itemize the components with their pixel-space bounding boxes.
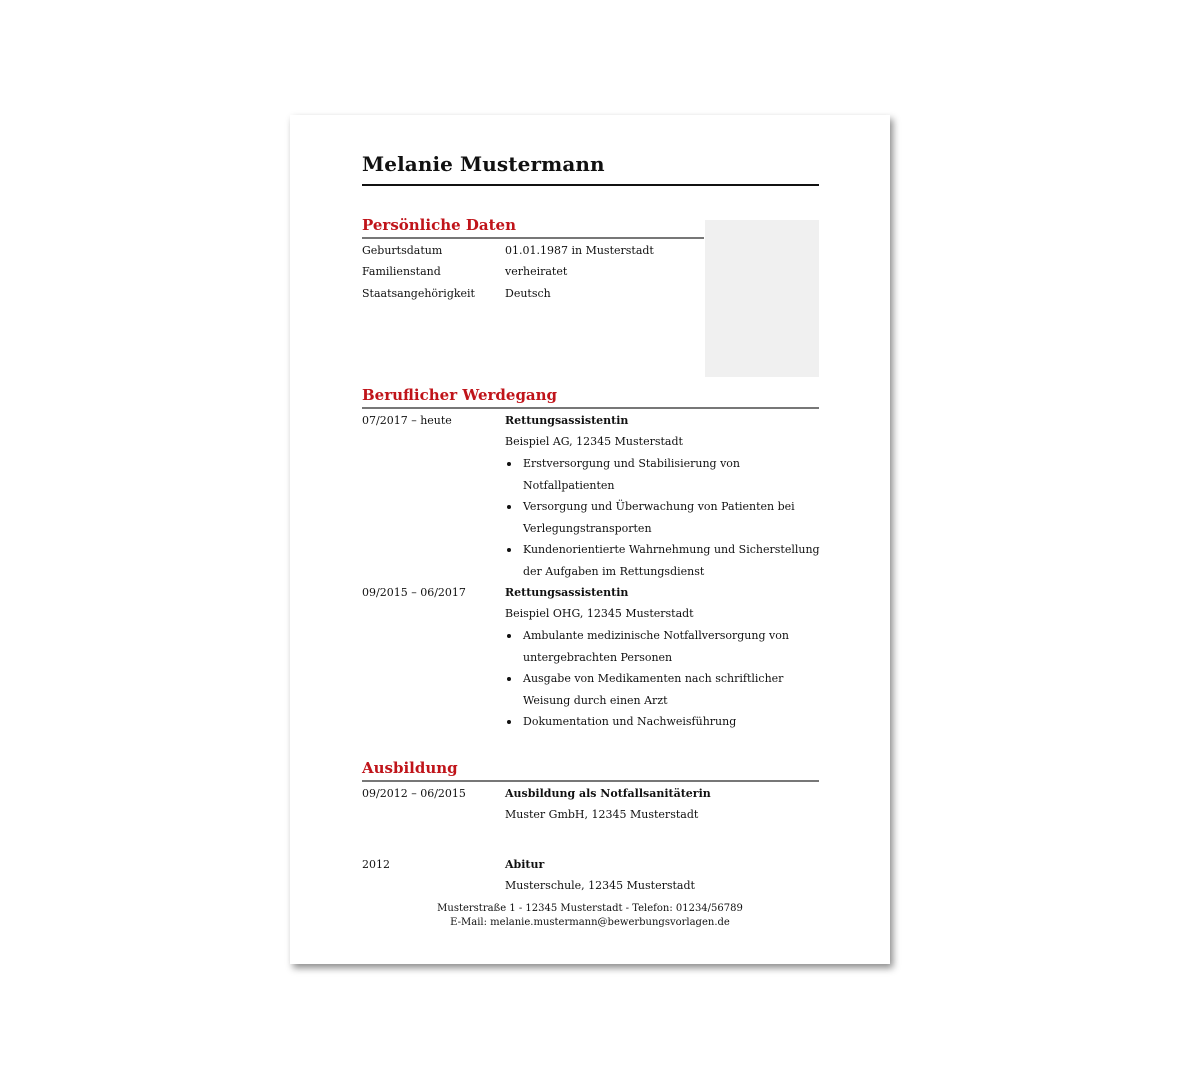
- resume-name: Melanie Mustermann: [362, 152, 605, 176]
- career-bullet: [505, 539, 820, 582]
- career-bullet: [505, 668, 820, 711]
- bullet-icon: [507, 462, 511, 466]
- footer-address: Musterstraße 1 - 12345 Musterstadt - Telefon: 01234/56789: [437, 903, 743, 914]
- bullet-icon: [507, 505, 511, 509]
- career-bullets: [505, 453, 820, 582]
- personal-label: Geburtsdatum: [362, 244, 443, 257]
- career-bullet: [505, 711, 820, 733]
- name-divider: [362, 184, 819, 186]
- education-period: 09/2012 – 06/2015: [362, 787, 466, 800]
- education-title: Abitur: [505, 858, 545, 871]
- section-title-career: Beruflicher Werdegang: [362, 386, 558, 404]
- career-bullet: [505, 453, 820, 496]
- career-bullet: [505, 496, 820, 539]
- personal-value: Deutsch: [505, 287, 551, 300]
- bullet-icon: [507, 720, 511, 724]
- career-bullet-text: Ausgabe von Medikamenten nach schriftlicher Weisung durch einen Arzt: [523, 672, 784, 707]
- career-bullet-text: Erstversorgung und Stabilisierung von Notfallpatienten: [523, 457, 740, 492]
- education-place: Musterschule, 12345 Musterstadt: [505, 879, 695, 892]
- resume-page: [290, 115, 890, 964]
- career-title: Rettungsassistentin: [505, 586, 629, 599]
- bullet-icon: [507, 677, 511, 681]
- section-title-personal: Persönliche Daten: [362, 216, 516, 234]
- section-divider-personal: [362, 237, 704, 239]
- education-title: Ausbildung als Notfallsanitäterin: [505, 787, 711, 800]
- career-title: Rettungsassistentin: [505, 414, 629, 427]
- education-period: 2012: [362, 858, 390, 871]
- career-period: 09/2015 – 06/2017: [362, 586, 466, 599]
- personal-label: Staatsangehörigkeit: [362, 287, 475, 300]
- career-bullet-text: Dokumentation und Nachweisführung: [523, 715, 737, 728]
- career-bullet: [505, 625, 820, 668]
- career-company: Beispiel OHG, 12345 Musterstadt: [505, 607, 694, 620]
- career-bullet-text: Ambulante medizinische Notfallversorgung von untergebrachten Personen: [523, 629, 789, 664]
- section-divider-career: [362, 407, 819, 409]
- career-company: Beispiel AG, 12345 Musterstadt: [505, 435, 683, 448]
- bullet-icon: [507, 634, 511, 638]
- personal-value: verheiratet: [505, 265, 568, 278]
- career-bullet-text: Versorgung und Überwachung von Patienten bei Verlegungstransporten: [523, 500, 795, 535]
- personal-value: 01.01.1987 in Musterstadt: [505, 244, 654, 257]
- bullet-icon: [507, 548, 511, 552]
- section-title-education: Ausbildung: [362, 759, 458, 777]
- personal-label: Familienstand: [362, 265, 441, 278]
- career-bullet-text: Kundenorientierte Wahrnehmung und Sicherstellung der Aufgaben im Rettungsdienst: [523, 543, 820, 578]
- photo-placeholder: [705, 220, 819, 377]
- career-bullets: [505, 625, 820, 733]
- section-divider-education: [362, 780, 819, 782]
- education-place: Muster GmbH, 12345 Musterstadt: [505, 808, 699, 821]
- footer-email: E-Mail: melanie.mustermann@bewerbungsvorlagen.de: [450, 917, 730, 928]
- career-period: 07/2017 – heute: [362, 414, 452, 427]
